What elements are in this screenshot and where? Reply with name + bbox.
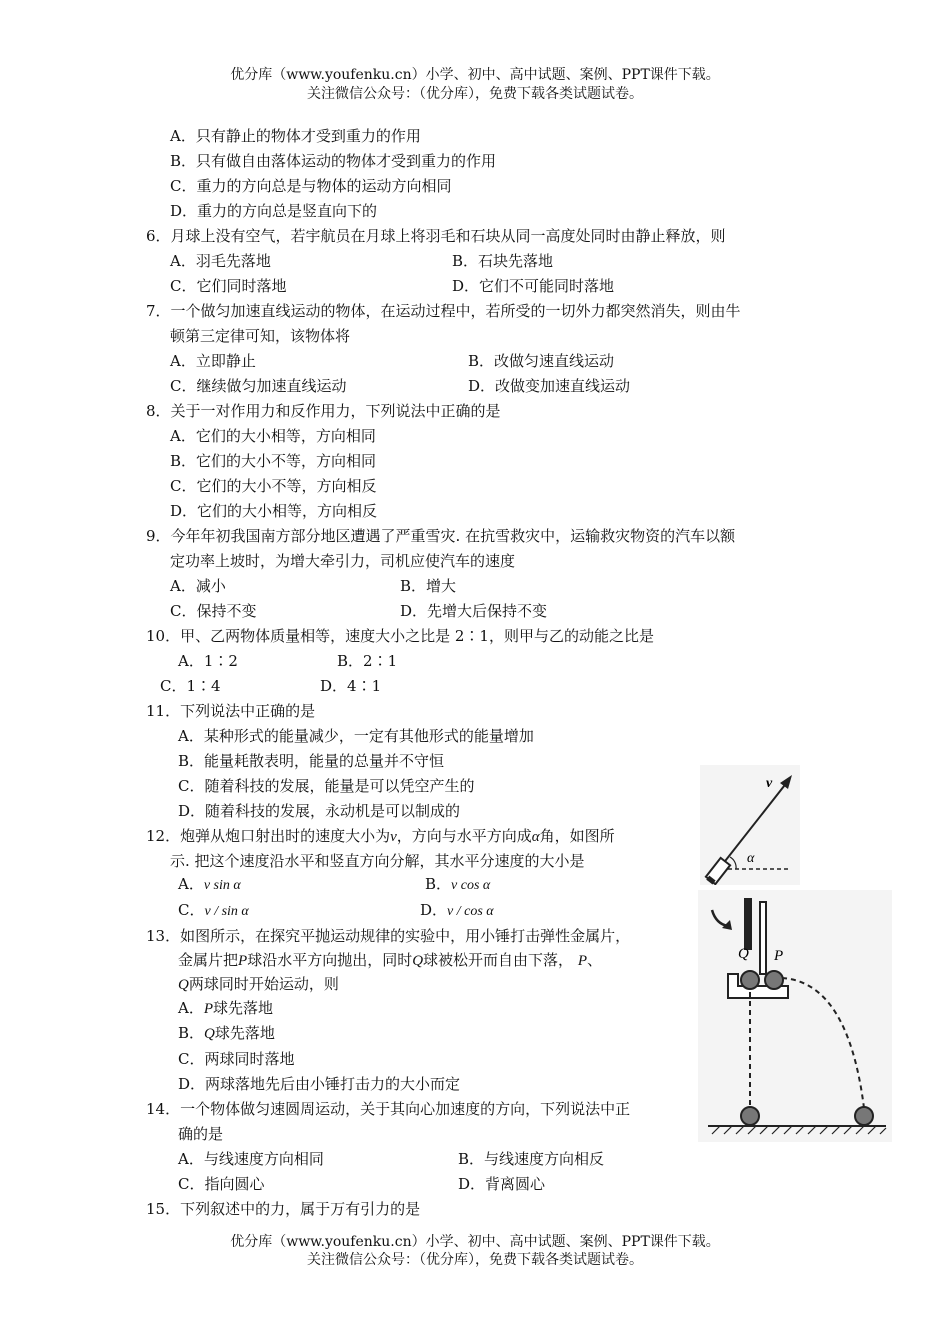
q6-option-d: D．它们不可能同时落地 xyxy=(452,277,615,295)
q8-option-b: B．它们的大小不等，方向相同 xyxy=(170,452,377,470)
q13-stem-part1: 金属片把 xyxy=(178,951,239,969)
q8-option-c: C．它们的大小不等，方向相反 xyxy=(170,477,377,495)
q12-stem-part2: ，方向与水平方向成 xyxy=(396,827,532,845)
q12-stem-line2: 示. 把这个速度沿水平和竖直方向分解，其水平分速度的大小是 xyxy=(170,852,585,870)
q13-option-c: C．两球同时落地 xyxy=(178,1050,295,1068)
q12-symbol-v: v xyxy=(390,829,397,845)
q12-option-c-expr: v / sin α xyxy=(204,904,249,919)
q5-option-c: C．重力的方向总是与物体的运动方向相同 xyxy=(170,177,452,195)
q12-option-a-label: A． xyxy=(178,875,204,893)
q13-symbol-q: Q xyxy=(412,953,424,969)
q6-stem: 6．月球上没有空气，若宇航员在月球上将羽毛和石块从同一高度处同时由静止释放，则 xyxy=(146,227,726,245)
q11-stem: 11．下列说法中正确的是 xyxy=(146,702,316,720)
q9-option-b: B．增大 xyxy=(400,577,457,595)
q11-option-b: B．能量耗散表明，能量的总量并不守恒 xyxy=(178,752,445,770)
q13-stem-line1: 13．如图所示，在探究平抛运动规律的实验中，用小锤打击弹性金属片， xyxy=(146,927,631,945)
metal-sheet xyxy=(760,902,766,974)
q13-option-b-text: 球先落地 xyxy=(214,1024,275,1042)
q7-stem-line2: 顿第三定律可知，该物体将 xyxy=(170,327,351,345)
q13-stem-part3: 球被松开而自由下落， xyxy=(423,951,574,969)
q14-option-d: D．背离圆心 xyxy=(458,1175,546,1193)
figure-label-q: Q xyxy=(738,946,749,962)
q12-symbol-alpha: α xyxy=(531,829,540,845)
q12-stem-part1: 12．炮弹从炮口射出时的速度大小为 xyxy=(146,827,391,845)
q14-option-c: C．指向圆心 xyxy=(178,1175,265,1193)
q7-option-d: D．改做变加速直线运动 xyxy=(468,377,631,395)
q13-figure-projectile-experiment xyxy=(698,890,892,1142)
q13-stem-line3 xyxy=(178,974,339,995)
q7-stem-line1: 7．一个做匀加速直线运动的物体，在运动过程中，若所受的一切外力都突然消失，则由牛 xyxy=(146,302,741,320)
q7-option-a: A．立即静止 xyxy=(170,352,256,370)
q9-stem-line1: 9．今年年初我国南方部分地区遭遇了严重雪灾. 在抗雪救灾中，运输救灾物资的汽车以额 xyxy=(146,527,736,545)
q12-option-c-label: C． xyxy=(178,901,205,919)
page-header-line1: 优分库（www.youfenku.cn）小学、初中、高中试题、案例、PPT课件下载。 xyxy=(230,67,720,83)
q11-option-a: A．某种形式的能量减少，一定有其他形式的能量增加 xyxy=(178,727,534,745)
q13-symbol-q-2: Q xyxy=(178,977,189,993)
q7-option-c: C．继续做匀加速直线运动 xyxy=(170,377,347,395)
q13-option-d: D．两球落地先后由小锤打击力的大小而定 xyxy=(178,1075,461,1093)
q13-stem-part2: 球沿水平方向抛出，同时 xyxy=(247,951,413,969)
q15-stem: 15．下列叙述中的力，属于万有引力的是 xyxy=(146,1200,421,1218)
q12-stem-line1 xyxy=(146,826,615,847)
q12-option-b xyxy=(425,874,490,896)
q7-option-b: B．改做匀速直线运动 xyxy=(468,352,615,370)
q12-stem-part3: 角，如图所 xyxy=(539,827,615,845)
q10-option-d: D．4∶1 xyxy=(320,677,382,695)
hammer xyxy=(744,898,752,950)
ball-p xyxy=(765,971,783,989)
q13-option-b-symbol: Q xyxy=(204,1026,215,1042)
q9-option-a: A．减小 xyxy=(170,577,226,595)
page-footer-line1: 优分库（www.youfenku.cn）小学、初中、高中试题、案例、PPT课件下载。 xyxy=(230,1234,720,1250)
q14-option-b: B．与线速度方向相反 xyxy=(458,1150,605,1168)
q13-option-b-label: B． xyxy=(178,1024,205,1042)
q8-option-d: D．它们的大小相等，方向相反 xyxy=(170,502,378,520)
q9-stem-line2: 定功率上坡时，为增大牵引力，司机应使汽车的速度 xyxy=(170,552,516,570)
q12-option-d-label: D． xyxy=(420,901,448,919)
landed-ball-q xyxy=(741,1107,759,1125)
q6-option-b: B．石块先落地 xyxy=(452,252,554,270)
q11-option-d: D．随着科技的发展，永动机是可以制成的 xyxy=(178,802,461,820)
q13-option-a-symbol: P xyxy=(203,1001,214,1017)
q13-symbol-p: P xyxy=(238,953,248,969)
q11-option-c: C．随着科技的发展，能量是可以凭空产生的 xyxy=(178,777,475,795)
q10-stem: 10．甲、乙两物体质量相等，速度大小之比是 2∶1，则甲与乙的动能之比是 xyxy=(146,627,654,645)
q12-option-b-label: B． xyxy=(425,875,452,893)
q13-option-a-label: A． xyxy=(178,999,204,1017)
q12-option-b-expr: v cos α xyxy=(451,878,491,893)
q10-option-c: C．1∶4 xyxy=(160,677,221,695)
q12-option-d-expr: v / cos α xyxy=(447,904,494,919)
q8-option-a: A．它们的大小相等，方向相同 xyxy=(170,427,376,445)
q5-option-b: B．只有做自由落体运动的物体才受到重力的作用 xyxy=(170,152,497,170)
q12-option-c xyxy=(178,900,249,922)
q13-stem-part4: 、 xyxy=(587,951,603,969)
q12-figure-velocity xyxy=(700,765,800,885)
q13-option-a-text: 球先落地 xyxy=(213,999,274,1017)
q10-option-a: A．1∶2 xyxy=(178,652,238,670)
page-footer-line2: 关注微信公众号：（优分库），免费下载各类试题试卷。 xyxy=(307,1252,643,1268)
landed-ball-p xyxy=(855,1107,873,1125)
q5-option-d: D．重力的方向总是竖直向下的 xyxy=(170,202,378,220)
q14-option-a: A．与线速度方向相同 xyxy=(178,1150,324,1168)
q13-symbol-p-2: P xyxy=(577,953,588,969)
q14-stem-line2: 确的是 xyxy=(178,1125,224,1143)
q9-option-c: C．保持不变 xyxy=(170,602,257,620)
q12-option-a xyxy=(178,874,241,896)
q5-option-a: A．只有静止的物体才受到重力的作用 xyxy=(170,127,421,145)
q9-option-d: D．先增大后保持不变 xyxy=(400,602,548,620)
q6-option-c: C．它们同时落地 xyxy=(170,277,287,295)
q13-option-a xyxy=(178,998,273,1019)
figure-label-alpha: α xyxy=(747,851,755,866)
q13-option-b xyxy=(178,1023,275,1044)
q10-option-b: B．2∶1 xyxy=(337,652,398,670)
figure-label-p: P xyxy=(774,948,784,964)
q12-option-a-expr: v sin α xyxy=(203,878,241,893)
q12-option-d xyxy=(420,900,494,922)
figure-label-v: v xyxy=(766,776,773,791)
q14-stem-line1: 14．一个物体做匀速圆周运动，关于其向心加速度的方向，下列说法中正 xyxy=(146,1100,631,1118)
q13-stem-part5: 两球同时开始运动，则 xyxy=(188,975,339,993)
ball-q xyxy=(741,971,759,989)
q8-stem: 8．关于一对作用力和反作用力，下列说法中正确的是 xyxy=(146,402,501,420)
q6-option-a: A．羽毛先落地 xyxy=(170,252,271,270)
page-header-line2: 关注微信公众号：（优分库），免费下载各类试题试卷。 xyxy=(307,86,643,102)
q13-stem-line2 xyxy=(178,950,602,971)
